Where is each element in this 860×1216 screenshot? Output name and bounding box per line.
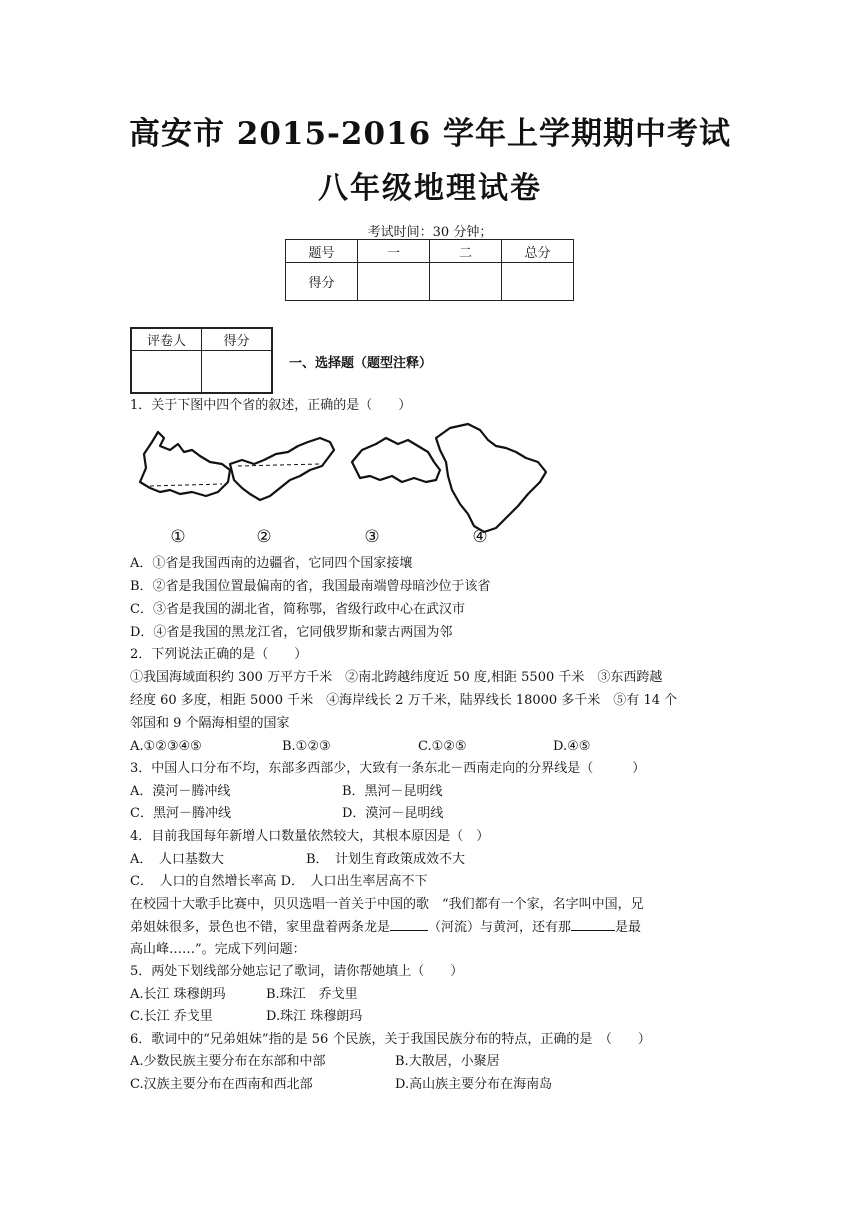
song-lyrics-part: 是最 <box>615 920 642 935</box>
option-2c: C.①②⑤ <box>418 739 467 754</box>
map-label-3: ③ <box>364 527 380 547</box>
option-4b: B． 计划生育政策成效不大 <box>306 852 466 867</box>
province-map-3 <box>352 438 440 482</box>
song-lyrics-part: （河流）与黄河，还有那 <box>428 920 572 935</box>
lyric-blank-1 <box>390 918 428 931</box>
map-label-4: ④ <box>472 527 488 547</box>
grader-header-cell: 评卷人 <box>131 328 202 351</box>
option-1d: D．④省是我国的黑龙江省，它同俄罗斯和蒙古两国为邻 <box>130 625 453 640</box>
option-3d: D．漠河－昆明线 <box>342 806 444 821</box>
option-4a: A． 人口基数大 <box>130 852 224 867</box>
exam-time: 考试时间：30 分钟； <box>367 225 493 240</box>
option-5c: C.长江 乔戈里 <box>130 1009 213 1024</box>
question-4: 4．目前我国每年新增人口数量依然较大，其根本原因是（ ） <box>130 829 490 844</box>
question-5: 5．两处下划线部分她忘记了歌词，请你帮她填上（ ） <box>130 964 464 979</box>
option-2d: D.④⑤ <box>553 739 591 754</box>
section-title: 一、选择题（题型注释） <box>289 356 433 371</box>
song-end-line: 高山峰……”。完成下列问题： <box>130 942 306 957</box>
exam-subtitle: 八年级地理试卷 <box>318 171 542 206</box>
option-6c: C.汉族主要分布在西南和西北部 <box>130 1077 313 1092</box>
question-2-statement-line: 经度 60 多度，相距 5000 千米 ④海岸线长 2 万千米，陆界线长 18000 多千米 ⑤有 14 个 <box>130 693 678 708</box>
option-1a: A．①省是我国西南的边疆省，它同四个国家接壤 <box>130 556 413 571</box>
grader-cell <box>202 351 273 394</box>
province-maps <box>130 420 560 550</box>
grader-header-cell: 得分 <box>202 328 273 351</box>
grader-cell <box>131 351 202 394</box>
score-cell <box>430 263 502 301</box>
question-2-statement-line: ①我国海域面积约 300 万平方千米 ②南北跨越纬度近 50 度,相距 5500 千米 ③东西跨越 <box>130 670 663 685</box>
option-1b: B．②省是我国位置最偏南的省，我国最南端曾母暗沙位于该省 <box>130 579 491 594</box>
song-lyrics-line <box>130 918 641 937</box>
score-cell <box>502 263 574 301</box>
song-lyrics-part: 弟姐妹很多，景色也不错，家里盘着两条龙是 <box>130 920 391 935</box>
province-map-2 <box>230 438 334 500</box>
grader-table <box>130 327 273 394</box>
score-cell <box>358 263 430 301</box>
question-3: 3．中国人口分布不均，东部多西部少，大致有一条东北－西南走向的分界线是（ ） <box>130 761 646 776</box>
option-4cd: C． 人口的自然增长率高 D． 人口出生率居高不下 <box>130 874 428 889</box>
question-2: 2．下列说法正确的是（ ） <box>130 647 308 662</box>
score-header-cell: 题号 <box>286 240 358 263</box>
score-row-label: 得分 <box>286 263 358 301</box>
option-5d: D.珠江 珠穆朗玛 <box>266 1009 363 1024</box>
score-header-cell: 总分 <box>502 240 574 263</box>
score-header-cell: 一 <box>358 240 430 263</box>
score-table <box>285 239 574 301</box>
score-header-cell: 二 <box>430 240 502 263</box>
exam-title: 高安市 2015-2016 学年上学期期中考试 <box>128 116 731 152</box>
option-6d: D.高山族主要分布在海南岛 <box>395 1077 553 1092</box>
option-5b: B.珠江 乔戈里 <box>266 987 358 1002</box>
song-intro-line: 在校园十大歌手比赛中，贝贝选唱一首关于中国的歌 “我们都有一个家，名字叫中国，兄 <box>130 897 644 912</box>
lyric-blank-2 <box>571 918 615 931</box>
option-3c: C．黑河－腾冲线 <box>130 806 231 821</box>
option-2a: A.①②③④⑤ <box>130 739 202 754</box>
option-3a: A．漠河－腾冲线 <box>130 784 231 799</box>
option-5a: A.长江 珠穆朗玛 <box>130 987 226 1002</box>
option-1c: C．③省是我国的湖北省，简称鄂，省级行政中心在武汉市 <box>130 602 465 617</box>
map-label-2: ② <box>256 527 272 547</box>
option-6a: A.少数民族主要分布在东部和中部 <box>130 1054 326 1069</box>
question-1: 1．关于下图中四个省的叙述，正确的是（ ） <box>130 398 412 413</box>
question-2-statement-line: 邻国和 9 个隔海相望的国家 <box>130 716 290 731</box>
map-label-1: ① <box>170 527 186 547</box>
option-2b: B.①②③ <box>282 739 331 754</box>
option-3b: B．黑河－昆明线 <box>342 784 443 799</box>
option-6b: B.大散居，小聚居 <box>395 1054 500 1069</box>
question-6: 6．歌词中的“兄弟姐妹”指的是 56 个民族，关于我国民族分布的特点，正确的是 （ ） <box>130 1032 651 1047</box>
province-map-4 <box>436 424 546 532</box>
